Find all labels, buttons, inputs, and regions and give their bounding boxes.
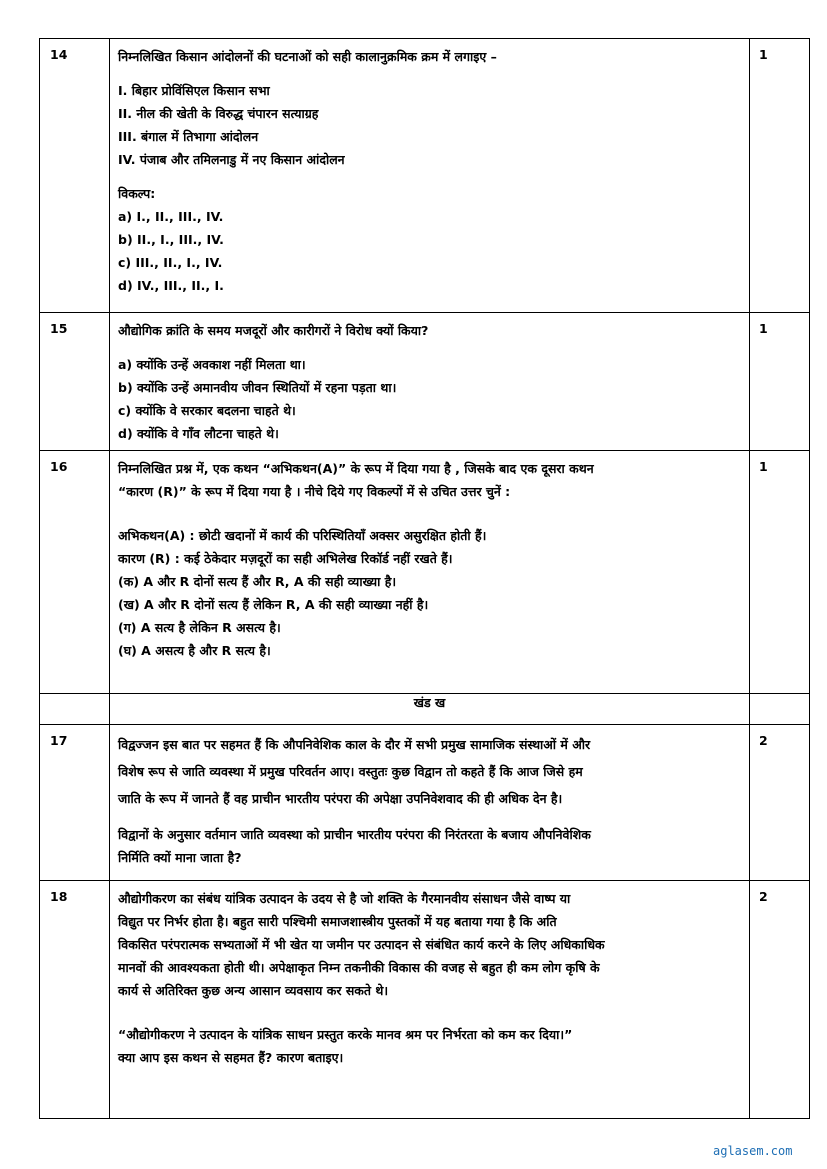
empty-cell [40,694,110,725]
passage-line: विद्युत पर निर्भर होता है। बहुत सारी पश्चिमी समाजशास्त्रीय पुस्तकों में यह बताया गया है कि अति [118,914,557,929]
passage-line: कार्य से अतिरिक्त कुछ अन्य आसान व्यवसाय कर सकते थे। [118,983,389,998]
question-content [110,881,750,1119]
question-marks: 2 [750,725,810,881]
option: c) क्योंकि वे सरकार बदलना चाहते थे। [118,403,296,418]
footer-site-link[interactable]: aglasem.com [713,1144,793,1158]
option: c) III., II., I., IV. [118,255,223,270]
section-title: खंड ख [110,694,750,725]
question-text: निर्मिति क्यों माना जाता है? [118,850,242,865]
question-row-18 [40,881,810,1119]
question-text: औद्योगिक क्रांति के समय मजदूरों और कारीगरों ने विरोध क्यों किया? [118,323,429,338]
question-marks: 2 [750,881,810,1119]
question-row-16 [40,451,810,694]
passage-line: जाति के रूप में जानते हैं वह प्राचीन भारतीय परंपरा की अपेक्षा उपनिवेशवाद की ही अधिक देन है। [118,791,563,806]
question-text: विद्वानों के अनुसार वर्तमान जाति व्यवस्था को प्राचीन भारतीय परंपरा की निरंतरता के बजाय औपनिवेशिक [118,827,591,842]
question-number: 18 [40,881,110,1119]
empty-cell [750,694,810,725]
question-content [110,39,750,313]
reason-text: कारण (R) : कई ठेकेदार मज़दूरों का सही अभिलेख रिकॉर्ड नहीं रखते हैं। [118,551,453,566]
question-content [110,725,750,881]
question-text: निम्नलिखित प्रश्न में, एक कथन “अभिकथन(A)” के रूप में दिया गया है , जिसके बाद एक दूसरा कथन [118,461,594,476]
passage-line: विकसित परंपरात्मक सभ्यताओं में भी खेत या जमीन पर उत्पादन से संबंधित कार्य करने के लिए अधिकाधिक [118,937,605,952]
question-number: 16 [40,451,110,694]
options-label: विकल्प: [118,186,156,201]
question-row-17 [40,725,810,881]
option: a) क्योंकि उन्हें अवकाश नहीं मिलता था। [118,357,306,372]
quote-text: “औद्योगीकरण ने उत्पादन के यांत्रिक साधन प्रस्तुत करके मानव श्रम पर निर्भरता को कम कर दिया।” [118,1027,573,1042]
question-number: 14 [40,39,110,313]
option: (ग) A सत्य है लेकिन R असत्य है। [118,620,281,635]
option: (क) A और R दोनों सत्य हैं और R, A की सही व्याख्या है। [118,574,397,589]
question-text: निम्नलिखित किसान आंदोलनों की घटनाओं को सही कालानुक्रमिक क्रम में लगाइए – [118,49,497,64]
question-content [110,313,750,451]
question-table [39,38,810,1119]
option: (ख) A और R दोनों सत्य हैं लेकिन R, A की सही व्याख्या नहीं है। [118,597,429,612]
passage-line: विशेष रूप से जाति व्यवस्था में प्रमुख परिवर्तन आए। वस्तुतः कुछ विद्वान तो कहते हैं कि आज जिसे हम [118,764,583,779]
question-text: “कारण (R)” के रूप में दिया गया है । नीचे दिये गए विकल्पों में से उचित उत्तर चुनें : [118,484,511,499]
option: d) IV., III., II., I. [118,278,224,293]
option: b) क्योंकि उन्हें अमानवीय जीवन स्थितियों में रहना पड़ता था। [118,380,397,395]
passage-line: विद्वज्जन इस बात पर सहमत हैं कि औपनिवेशिक काल के दौर में सभी प्रमुख सामाजिक संस्थाओं में और [118,737,591,752]
question-row-14 [40,39,810,313]
option: b) II., I., III., IV. [118,232,224,247]
option: d) क्योंकि वे गाँव लौटना चाहते थे। [118,426,279,441]
assertion-text: अभिकथन(A) : छोटी खदानों में कार्य की परिस्थितियाँ अक्सर असुरक्षित होती हैं। [118,528,487,543]
question-marks: 1 [750,39,810,313]
section-row [40,694,810,725]
option: a) I., II., III., IV. [118,209,224,224]
question-text: क्या आप इस कथन से सहमत हैं? कारण बताइए। [118,1050,344,1065]
question-row-15 [40,313,810,451]
passage-line: औद्योगीकरण का संबंध यांत्रिक उत्पादन के उदय से है जो शक्ति के गैरमानवीय संसाधन जैसे वाष्प या [118,891,571,906]
question-marks: 1 [750,451,810,694]
question-number: 15 [40,313,110,451]
list-item: II. नील की खेती के विरुद्ध चंपारन सत्याग्रह [118,106,319,121]
passage-line: मानवों की आवश्यकता होती थी। अपेक्षाकृत निम्न तकनीकी विकास की वजह से बहुत ही कम लोग कृषि के [118,960,600,975]
list-item: I. बिहार प्रोविंसिएल किसान सभा [118,83,270,98]
list-item: IV. पंजाब और तमिलनाडु में नए किसान आंदोलन [118,152,345,167]
question-marks: 1 [750,313,810,451]
list-item: III. बंगाल में तिभागा आंदोलन [118,129,259,144]
question-content [110,451,750,694]
question-number: 17 [40,725,110,881]
option: (घ) A असत्य है और R सत्य है। [118,643,271,658]
